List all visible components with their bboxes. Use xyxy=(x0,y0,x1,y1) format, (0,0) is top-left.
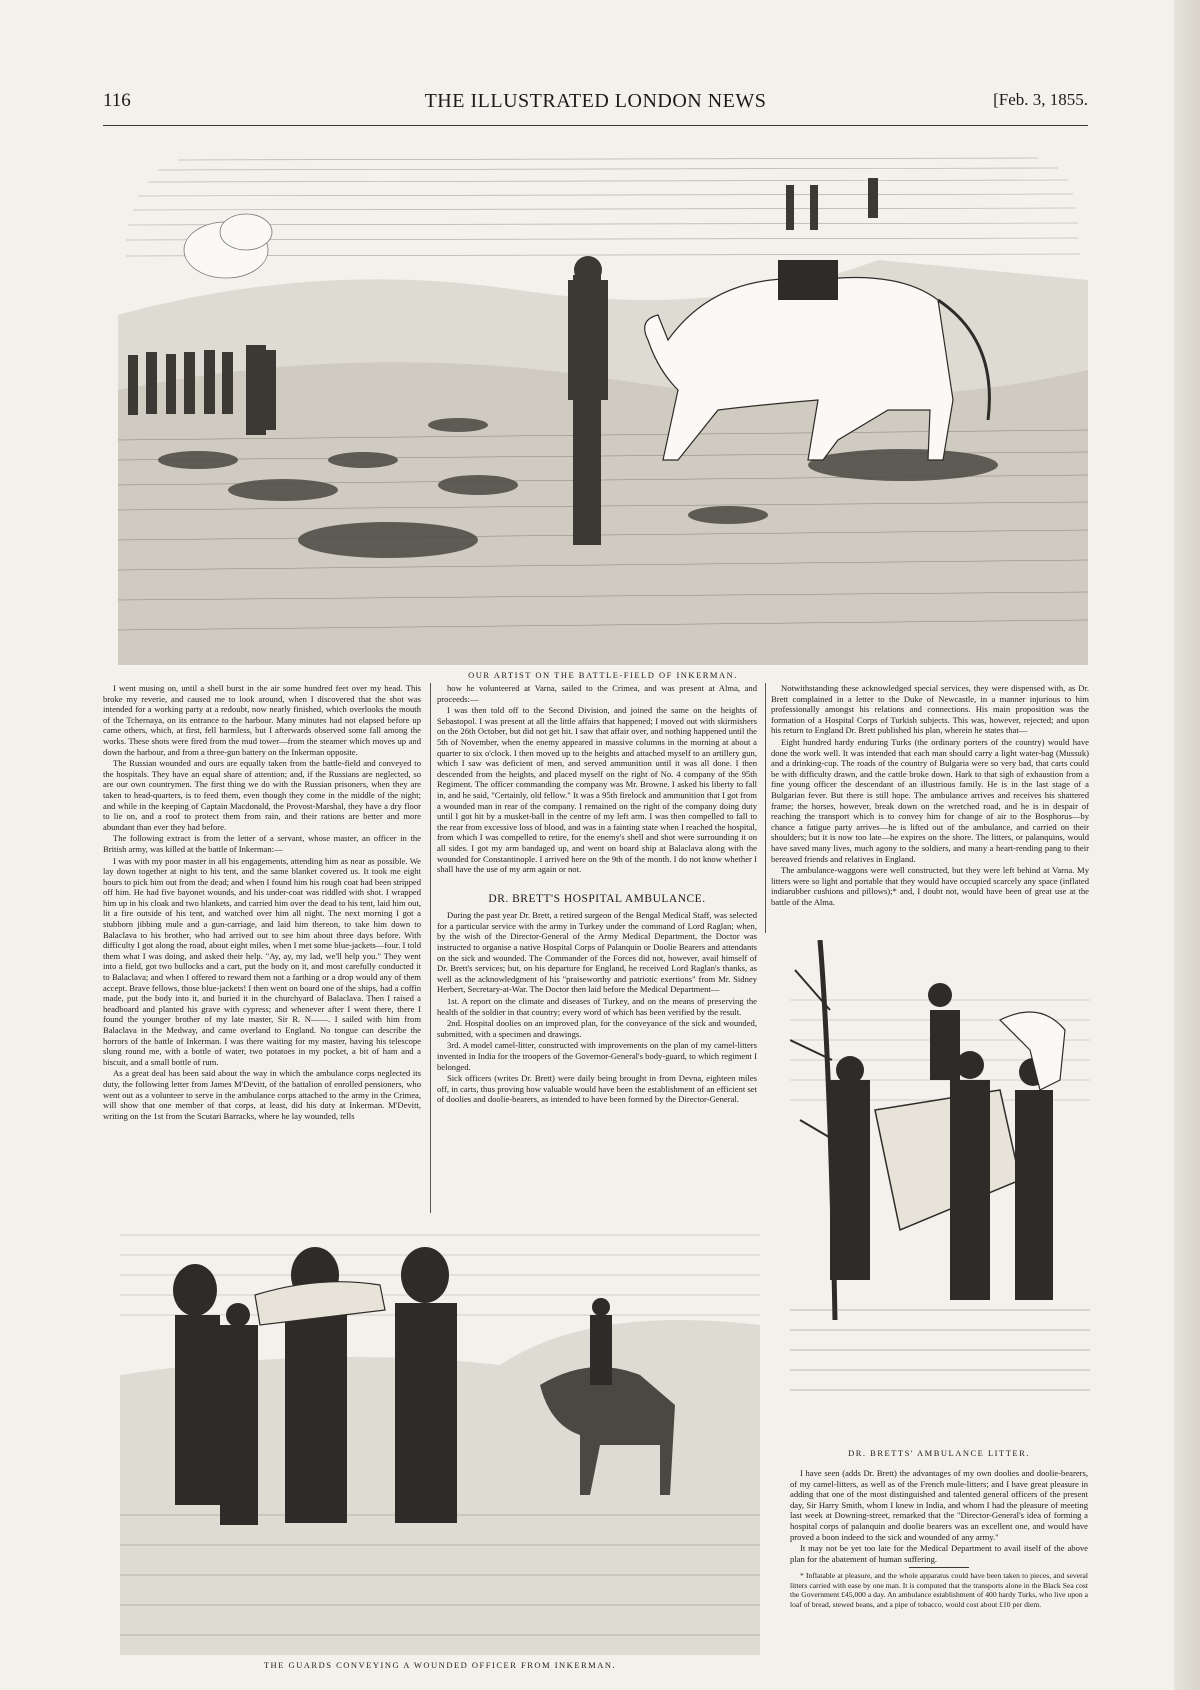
column-rule xyxy=(430,683,431,1213)
column-3-bottom xyxy=(790,1468,1088,1668)
paragraph: I went musing on, until a shell burst in the air some hundred feet over my head. This broke my reverie, and caused me to look around, when I discovered that the shot was intended for a working party at a redoubt, now nearly finished, which overlooks the mouth of the Tchernaya, on its entrance to the harbour. Many minutes had not elapsed before up came others, which, at first, fell harmless, but I afterwards observed some fall among the works. These shots were fired from the mud tower—from the steamer which moves up and down the harbour, and from a three-gun battery on the Inkerman opposite. xyxy=(103,683,421,757)
battlefield-engraving xyxy=(118,140,1088,665)
paragraph: The ambulance-waggons were well constructed, but they were left behind at Varna. My litters were so light and portable that they would have occupied scarcely any space (inflated indiarubber cushions and pillows);* and, I doubt not, would have been of great use at the battle of the Alma. xyxy=(771,865,1089,907)
masthead: THE ILLUSTRATED LONDON NEWS xyxy=(424,90,767,112)
issue-date: [Feb. 3, 1855. xyxy=(993,90,1088,109)
paragraph: I was with my poor master in all his engagements, attending him as near as possible. We lay down together at night to his tent, and the same blanket covered us. It took me eight hours to pick him out from the dead; and when I found him his rough coat had been stripped off him. He had five bayonet wounds, and his under-coat was riddled with shot. I wrapped him up in his cloak and two blankets, and carried him over the dead to his tent, laid him out, lit a fire outside of his tent, and watched over him all night. The next morning I got a stubborn jibbing mule and a gun-carriage, and laid him thereon, to take him down to Balaclava to his brother, who had arrived out to see him about three days before. With difficulty I got along the road, about eight miles, when I met some blue-jackets—four. I told them what I was doing, and asked their help. "Ay, ay, my lad, we'll help you." They went into a field, got two bullocks and a cart, put the body on it, and most carefully conducted it to Balaclava; and when I offered to reward them not a farthing or a drop would any of them accept. Brave fellows, those blue-jackets! I then went on board one of the ships, had a coffin made, put the body into it, and buried it in the churchyard of Balaclava. Then I raised a headboard and planted his grave with cypress; and whenever after I went there, there I found the younger brother of my late master, Sir R. N——. I sailed with him from Balaclava in the Medway, and came overland to England. No tongue can describe the horrors of the battle of Inkerman. I was there waiting for my master, having his telescope slung round me, with a bottle of water, two potatoes in my pocket, a bit of ham and a biscuit, and a small bottle of rum. xyxy=(103,855,421,1067)
footnote-rule xyxy=(909,1567,969,1568)
paragraph: Eight hundred hardy enduring Turks (the ordinary porters of the country) would have done the work well. It was intended that each man should carry a light water-bag (Mussuk) and a drinking-cup. The roads of the country of Bulgaria were so very bad, that carts could be with difficulty drawn, and the cattle broke down. Hark to that sigh of exhaustion from a fine young officer the descendant of an illustrious family. He is in the last stage of a Bulgarian fever. But there is still hope. The ambulance arrives and receives his shattered frame; the horses, however, break down on the wretched road, and he is in despair of reaching the transport which is to convey him for change of air to the Bosphorus—by chance a fatigue party arrives—he is lifted out of the ambulance, and carried on their shoulders; but it is now too late—he expires on the shore. The litters, or palanquins, would have saved many lives, much agony to the soldiers, and many a heart-rending pang to their bereaved friends and relatives in England. xyxy=(771,736,1089,864)
header-rule xyxy=(103,125,1088,126)
heading-spacer xyxy=(437,876,757,894)
article-heading: DR. BRETT'S HOSPITAL AMBULANCE. xyxy=(488,892,706,905)
footnote: * Inflatable at pleasure, and the whole apparatus could have been taken to pieces, and several litters carried with ease by one man. It is computed that the transports alone in the Black Sea cost the Government £45,000 a day. An ambulance establishment of 400 hardy Turks, who live upon a loaf of bread, stewed beans, and a pipe of tobacco, would cost about £10 per diem. xyxy=(790,1571,1088,1609)
paragraph: how he volunteered at Varna, sailed to the Crimea, and was present at Alma, and proceeds:— xyxy=(437,683,757,704)
column-1 xyxy=(103,683,421,1213)
paragraph: It may not be yet too late for the Medical Department to avail itself of the above plan for the abatement of human suffering. xyxy=(790,1543,1088,1564)
page-header xyxy=(103,90,1088,114)
paragraph: 3rd. A model camel-litter, constructed with improvements on the plan of my camel-litters invented in India for the troopers of the Governor-General's body-guard, to which regiment I belonged. xyxy=(437,1040,757,1072)
column-rule xyxy=(765,683,766,933)
paragraph: 2nd. Hospital doolies on an improved plan, for the conveyance of the sick and wounded, submitted, with a specimen and drawings. xyxy=(437,1018,757,1039)
paragraph: Notwithstanding these acknowledged special services, they were dispensed with, as Dr. Brett complained in a letter to the Duke of Newcastle, in a manner injurious to him professionally amongst his relations and connections. His main proposition was the formation of a Hospital Corps of Turkish subjects. This was, however, rejected; and upon his return to England Dr. Brett published his plan, wherein he states that— xyxy=(771,683,1089,736)
page-number: 116 xyxy=(103,90,131,111)
paragraph: I was then told off to the Second Division, and joined the same on the heights of Sebastopol. I was present at all the little affairs that happened; I moved out with skirmishers on the 26th October, but did not get hit. I saw that affair over, and nothing happened until the 5th of November, when the enemy appeared in massive columns in the morning at about a quarter to six o'clock. I then moved up to the heights and attached myself to an artillery gun, which I saw was deficient of men, and served ammunition until it was all done. I then descended from the heights, and placed myself on the right of No. 4 company of the 95th Regiment. The officer commanding the company was Mr. Browne. I asked his liberty to fall in, and he said, "Certainly, old fellow." It was a 95th firelock and ammunition that I got from a wounded man in rear of the company. I remained on the right of the company doing duty until I got hit by a musket-ball in the centre of my left arm. I was then compelled to fall to the rear from excessive loss of blood, and was in a fainting state when I reached the hospital, from which I was compelled to retire, for the enemy's shell and shot were surrounding it on all sides. I got my arm bandaged up, and went on board ship at Balaclava along with the wounded for Constantinople. I arrived here on the 9th of the month. I do not know whether I shall have the use of my arm again or not. xyxy=(437,705,757,875)
column-2 xyxy=(437,683,757,1213)
binding-edge xyxy=(1174,0,1200,1690)
guards-engraving xyxy=(120,1215,760,1655)
paragraph: The Russian wounded and ours are equally taken from the battle-field and conveyed to the hospitals. They have an equal share of attention; and, if the Russians are neglected, so are our own countrymen. The first thing we do with the Russian prisoners, when they are taken to head-quarters, is to feed them, even though they come in the middle of the night; and while in the keeping of Captain Macdonald, the Provost-Marshal, they have a dry floor to lie on, and a roof to protect them from rain, and their rations are better and more abundant than ever they had before. xyxy=(103,758,421,832)
top-caption: OUR ARTIST ON THE BATTLE-FIELD OF INKERMAN. xyxy=(468,670,738,680)
bottom-left-caption: THE GUARDS CONVEYING A WOUNDED OFFICER FROM INKERMAN. xyxy=(263,1660,617,1670)
paragraph: 1st. A report on the climate and diseases of Turkey, and on the means of preserving the health of the soldier in that country; every word of which has been verified by the result. xyxy=(437,996,757,1017)
column-3-top xyxy=(771,683,1089,928)
paragraph: I have seen (adds Dr. Brett) the advantages of my own doolies and doolie-bearers, of my camel-litters, as well as of the French mule-litters; and I have great pleasure in adding that one of the most distinguished and talented general officers of the present day, Sir Harry Smith, whom I knew in India, and whom I had the pleasure of meeting last week at Downing-street, remarked that the "Director-General's idea of forming a hospital corps of palanquin and doolie bearers was an excellent one, and would have proved a boon indeed to the sick and wounded of any army." xyxy=(790,1468,1088,1542)
paragraph: As a great deal has been said about the way in which the ambulance corps neglected its duty, the following letter from James M'Devitt, of the battalion of enrolled pensioners, who went out as a volunteer to serve in the ambulance corps attached to the army in the Crimea, will show that one member of that corps, at least, did his duty at Inkerman. M'Devitt, writing on the 1st from the Scutari Barracks, where he lay wounded, tells xyxy=(103,1068,421,1121)
right-caption: DR. BRETTS' AMBULANCE LITTER. xyxy=(848,1448,1030,1458)
paragraph: The following extract is from the letter of a servant, whose master, an officer in the British army, was killed at the battle of Inkerman:— xyxy=(103,833,421,854)
ambulance-litter-engraving xyxy=(790,940,1090,1440)
paragraph: Sick officers (writes Dr. Brett) were daily being brought in from Devna, eighteen miles off, in carts, thus proving how valuable would have been the establishment of an efficient set of doolies and doolie-bearers, as intended to have been formed by the Director-General. xyxy=(437,1073,757,1105)
paragraph: During the past year Dr. Brett, a retired surgeon of the Bengal Medical Staff, was selected for a particular service with the army in Turkey under the command of Lord Raglan; when, by the wish of the Director-General of the Army Medical Department, the Doctor was instructed to organise a native Hospital Corps of Palanquin or Doolie Bearers and attendants on the sick and wounded. The Commander of the Forces did not, however, avail himself of Dr. Brett's services; but, on his departure for England, he received Lord Raglan's thanks, as well as the acknowledgment of his "praiseworthy and patriotic exertions" from Mr. Sidney Herbert, Secretary-at-War. The Doctor then laid before the Medical Department— xyxy=(437,910,757,995)
